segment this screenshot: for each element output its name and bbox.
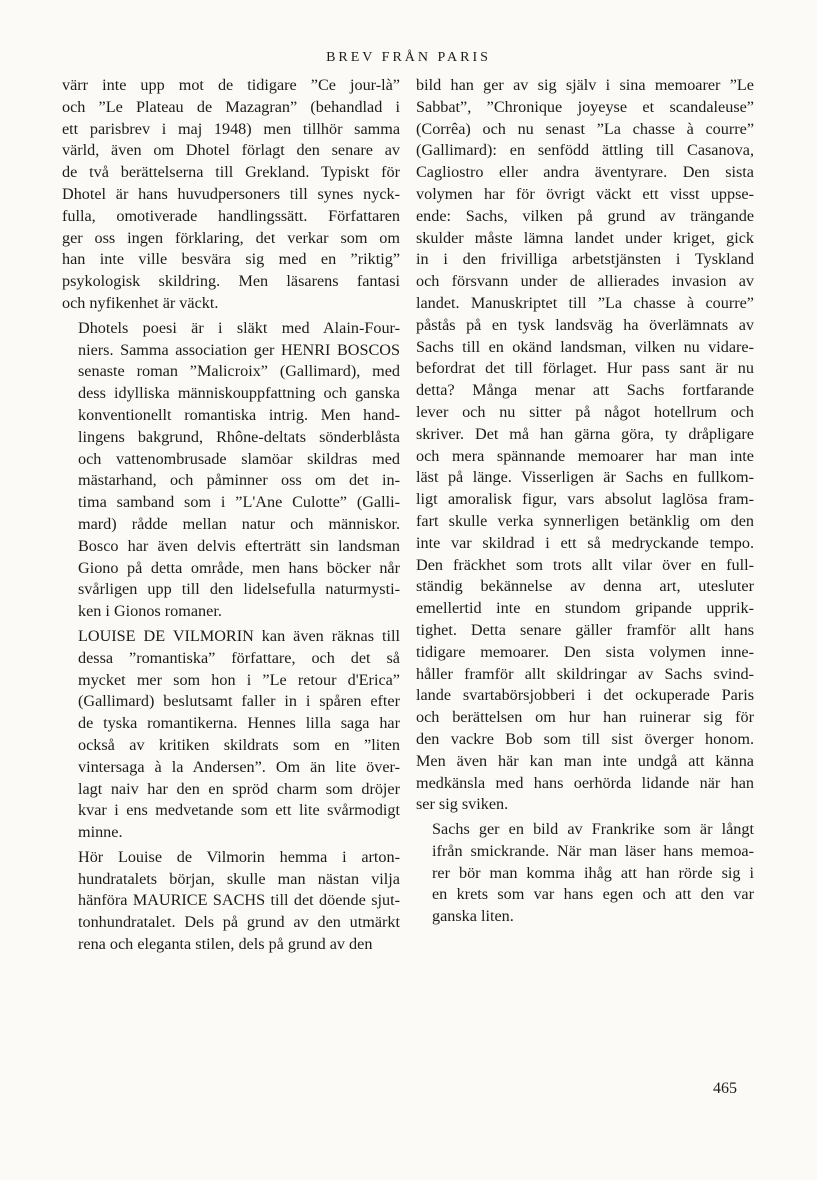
paragraph: [62, 847, 400, 956]
text-line: befordrat det till förlaget. Hur pass sant är nu: [416, 359, 754, 378]
text-line: håller framför allt skildringar av Sachs svind-: [416, 664, 754, 683]
text-line: mästarhand, och påminner oss om det in-: [78, 471, 400, 490]
text-line: mycket mer som hon i ”Le retour d'Erica”: [78, 670, 400, 689]
text-line: bild han ger av sig själv i sina memoarer ”Le: [416, 76, 754, 94]
paragraph: [416, 75, 754, 816]
text-line: vintersaga à la Andersen”. Om än lite över-: [78, 757, 400, 776]
text-line: Cagliostro eller andra äventyrare. Den sista: [416, 163, 754, 182]
text-line: skulder måste lämna landet under kriget, gick: [416, 228, 754, 247]
text-line: hänföra MAURICE SACHS till det döende sjut-: [78, 891, 400, 910]
text-line: Hör Louise de Vilmorin hemma i arton-: [78, 847, 400, 866]
text-line: Dhotels poesi är i släkt med Alain-Four-: [78, 318, 400, 337]
text-line: svårligen upp till den lidelsefulla naturmysti-: [78, 580, 400, 599]
text-line: ser sig sviken.: [416, 795, 509, 814]
text-line: Bosco har även delvis efterträtt sin landsman: [78, 536, 400, 555]
text-line: dessa ”romantiska” författare, och det så: [78, 648, 400, 667]
text-line: kvar i ens medvetande som ett lite svårmodigt: [78, 801, 400, 820]
text-line: inte var skildrad i ett så medryckande tempo.: [416, 533, 754, 552]
text-line: dess idylliska människouppfattning och ganska: [78, 384, 400, 403]
text-line: och nyfikenhet är väckt.: [62, 293, 219, 312]
paragraph: [62, 75, 400, 315]
text-line: LOUISE DE VILMORIN kan även räknas till: [78, 626, 400, 645]
page-number: 465: [713, 1080, 737, 1097]
text-line: niers. Samma association ger HENRI BOSCOS: [78, 340, 400, 359]
text-line: psykologisk skildring. Men läsarens fantasi: [62, 272, 400, 291]
right-column: [416, 75, 754, 928]
text-line: ganska liten.: [432, 907, 514, 926]
text-line: och mera spännande memoarer har man inte: [416, 446, 754, 465]
text-line: lingens bakgrund, Rhône-deltats sönderblåsta: [78, 427, 400, 446]
text-line: ständig bekännelse av denna art, utesluter: [416, 577, 754, 596]
paragraph: [62, 626, 400, 844]
text-line: han inte ville besvära sig med en ”riktig”: [62, 250, 400, 269]
text-line: de två berättelserna till Grekland. Typiskt för: [62, 163, 400, 182]
text-line: tidigare memoarer. Den sista volymen inne-: [416, 642, 754, 661]
text-line: Dhotel är hans huvudpersoners till synes nyck-: [62, 184, 400, 203]
text-line: de tyska romantikerna. Hennes lilla saga har: [78, 714, 400, 733]
text-line: tima samband som i ”L'Ane Culotte” (Galli-: [78, 493, 400, 512]
text-line: ken i Gionos romaner.: [78, 602, 222, 621]
text-line: en krets som var hans egen och att den var: [432, 885, 754, 904]
text-line: tighet. Detta senare gäller framför allt hans: [416, 620, 754, 639]
text-line: in i den frivilliga arbetstjänsten i Tyskland: [416, 250, 754, 269]
text-line: ifrån smickrande. När man läser hans memoa-: [432, 841, 754, 860]
paragraph: [416, 819, 754, 928]
text-line: Sabbat”, ”Chronique joyeyse et scandaleuse”: [416, 97, 754, 116]
text-line: mard) rådde mellan natur och människor.: [78, 514, 400, 533]
text-line: ett parisbrev i maj 1948) men tillhör samma: [62, 119, 400, 138]
running-header: BREV FRÅN PARIS: [326, 50, 491, 65]
text-line: skriver. Det må han gärna göra, ty dråpligare: [416, 424, 754, 443]
text-line: ende: Sachs, vilken på grund av trängande: [416, 206, 754, 225]
text-line: värld, även om Dhotel förlagt den senare av: [62, 141, 400, 160]
text-line: tonhundratalet. Dels på grund av den utmärkt: [78, 913, 400, 932]
text-line: medkänsla med hans oerhörda lidande när han: [416, 773, 754, 792]
text-line: detta? Många menar att Sachs fortfarande: [416, 381, 754, 400]
text-line: volymen har för övrigt väckt ett visst uppse-: [416, 184, 754, 203]
text-line: lever och nu sitter på något hotellrum och: [416, 402, 754, 421]
left-column: [62, 75, 400, 956]
text-line: Den fräckhet som trots allt vilar över en full-: [416, 555, 754, 574]
text-line: lande svartabörsjobberi i det ockuperade Paris: [416, 686, 754, 705]
text-line: också av kritiken skildrats som en ”liten: [78, 735, 400, 754]
text-line: (Gallimard) beslutsamt faller in i spåren efter: [78, 692, 400, 711]
text-line: Sachs till en okänd landsman, vilken nu vidare-: [416, 337, 754, 356]
text-line: ger oss ingen förklaring, det verkar som om: [62, 228, 400, 247]
text-line: läst på länge. Visserligen är Sachs en fullkom-: [416, 468, 754, 487]
text-line: emellertid inte en stundom gripande upprik-: [416, 599, 754, 618]
text-line: Giono på detta område, men hans böcker når: [78, 558, 400, 577]
text-line: (Corrêa) och nu senast ”La chasse à courre”: [416, 119, 754, 138]
text-line: Men även här kan man inte undgå att känna: [416, 751, 754, 770]
text-line: och berättelsen om hur han ruinerar sig för: [416, 708, 754, 727]
text-line: påstås på en tysk landsväg ha överlämnats av: [416, 315, 754, 334]
text-line: den vackre Bob som till sist överger honom.: [416, 729, 754, 748]
text-line: lagt naiv har den en spröd charm som dröjer: [78, 779, 400, 798]
text-line: rer bör man komma ihåg att han rörde sig i: [432, 863, 754, 882]
text-line: senaste roman ”Malicroix” (Gallimard), med: [78, 362, 400, 381]
text-line: konventionellt romantiska intrig. Men hand-: [78, 405, 400, 424]
text-line: hundratalets början, skulle man nästan vilja: [78, 869, 400, 888]
text-line: (Gallimard): en senfödd ättling till Casanova,: [416, 141, 754, 160]
text-line: landet. Manuskriptet till ”La chasse à courre”: [416, 293, 754, 312]
text-line: och vattenombrusade slamöar skildras med: [78, 449, 400, 468]
text-line: värr inte upp mot de tidigare ”Ce jour-là”: [62, 76, 400, 94]
text-line: rena och eleganta stilen, dels på grund av den: [78, 935, 373, 954]
text-line: och försvann under de allierades invasion av: [416, 272, 754, 291]
text-line: och ”Le Plateau de Mazagran” (behandlad i: [62, 97, 400, 116]
text-line: fulla, omotiverade handlingssätt. Författaren: [62, 206, 400, 225]
text-line: ligt amoralisk figur, vars absolut laglösa fram-: [416, 490, 754, 509]
text-line: fart skulle verka synnerligen betänklig om den: [416, 511, 754, 530]
text-line: Sachs ger en bild av Frankrike som är långt: [432, 820, 754, 839]
paragraph: [62, 318, 400, 623]
text-line: minne.: [78, 823, 123, 842]
